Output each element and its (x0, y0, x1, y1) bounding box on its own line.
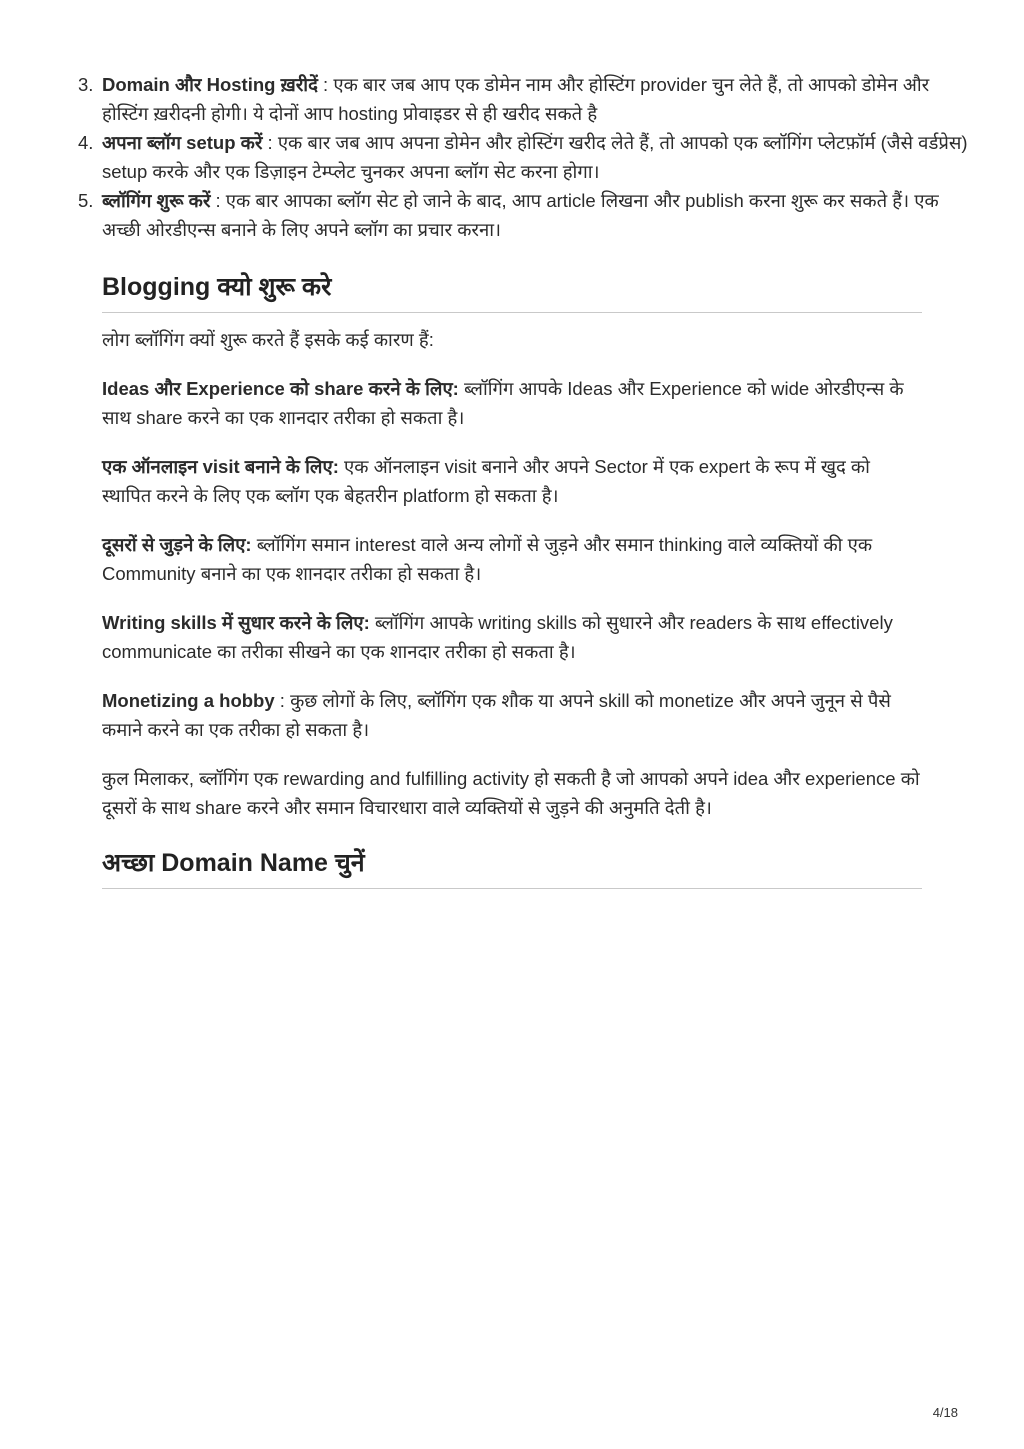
step-item-3 (78, 70, 974, 128)
section-heading-why-blogging: Blogging क्यो शुरू करे (102, 270, 922, 313)
document-page (78, 70, 968, 889)
reason-title: दूसरों से जुड़ने के लिए: (102, 534, 252, 555)
reason-text: ब्लॉगिंग आपके writing skills को सुधारने और readers के साथ effectively communicate का तरीका सीखने का एक शानदार तरीका हो सकता है। (102, 612, 893, 662)
reason-text: ब्लॉगिंग समान interest वाले अन्य लोगों से जुड़ने और समान thinking वाले व्यक्तियों की एक Community बनाने का एक शानदार तरीका हो सकता है। (102, 534, 873, 584)
reason-paragraph (102, 452, 922, 510)
step-title: Domain और Hosting ख़रीदें (102, 74, 318, 95)
step-title: अपना ब्लॉग setup करें (102, 132, 263, 153)
step-title: ब्लॉगिंग शुरू करें (102, 190, 211, 211)
step-text: : एक बार जब आप अपना डोमेन और होस्टिंग खरीद लेते हैं, तो आपको एक ब्लॉगिंग प्लेटफ़ॉर्म (जैसे वर्डप्रेस) setup करके और एक डिज़ाइन टेम्प्लेट चुनकर अपना ब्लॉग सेट करना होगा। (102, 132, 968, 182)
step-item-5 (78, 186, 974, 244)
reason-text: ब्लॉगिंग आपके Ideas और Experience को wide ओरडीएन्स के साथ share करने का एक शानदार तरीका हो सकता है। (102, 378, 904, 428)
reason-paragraph (102, 686, 922, 744)
section-intro: लोग ब्लॉगिंग क्यों शुरू करते हैं इसके कई कारण हैं: (102, 329, 434, 350)
reason-title: Ideas और Experience को share करने के लिए: (102, 378, 459, 399)
reason-paragraph (102, 374, 922, 432)
step-number: 3. (78, 74, 94, 95)
reason-paragraph (102, 530, 922, 588)
step-item-4 (78, 128, 974, 186)
page-number: 4/18 (932, 1405, 958, 1420)
reason-text: एक ऑनलाइन visit बनाने और अपने Sector में एक expert के रूप में खुद को स्थापित करने के लिए एक ब्लॉग एक बेहतरीन platform हो सकता है। (102, 456, 870, 506)
reason-title: एक ऑनलाइन visit बनाने के लिए: (102, 456, 339, 477)
conclusion-paragraph: कुल मिलाकर, ब्लॉगिंग एक rewarding and fulfilling activity हो सकती है जो आपको अपने idea और experience को दूसरों के साथ share करने और समान विचारधारा वाले व्यक्तियों से जुड़ने की अनुमति देती है। (102, 768, 920, 818)
reason-text: : कुछ लोगों के लिए, ब्लॉगिंग एक शौक या अपने skill को monetize और अपने जुनून से पैसे कमाने करने का एक तरीका हो सकता है। (102, 690, 891, 740)
step-text: : एक बार जब आप एक डोमेन नाम और होस्टिंग provider चुन लेते हैं, तो आपको डोमेन और होस्टिंग ख़रीदनी होगी। ये दोनों आप hosting प्रोवाइडर से ही खरीद सकते है (102, 74, 930, 124)
reason-title: Writing skills में सुधार करने के लिए: (102, 612, 370, 633)
section-heading-domain-name: अच्छा Domain Name चुनें (102, 846, 922, 889)
reason-paragraph (102, 608, 922, 666)
step-number: 5. (78, 190, 94, 211)
step-number: 4. (78, 132, 94, 153)
step-text: : एक बार आपका ब्लॉग सेट हो जाने के बाद, आप article लिखना और publish करना शुरू कर सकते हैं। एक अच्छी ओरडीएन्स बनाने के लिए अपने ब्लॉग का प्रचार करना। (102, 190, 939, 240)
reason-title: Monetizing a hobby (102, 690, 275, 711)
steps-list (50, 70, 974, 244)
